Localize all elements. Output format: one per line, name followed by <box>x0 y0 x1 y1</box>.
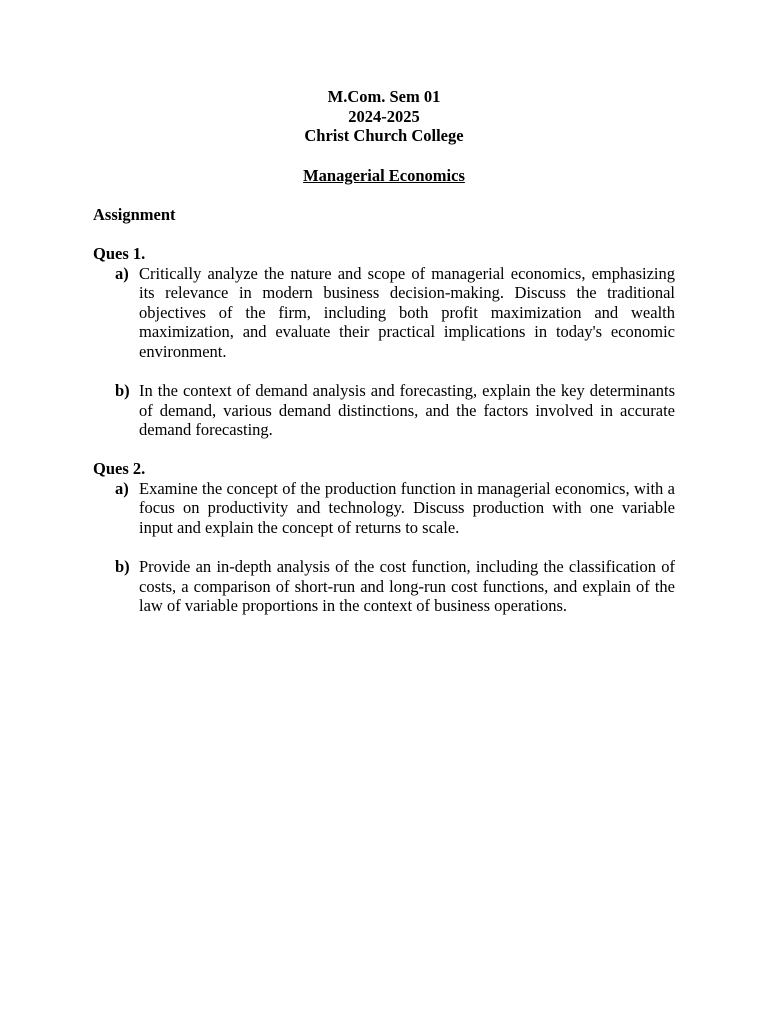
question-1-part-a <box>93 264 675 362</box>
item-text: In the context of demand analysis and forecasting, explain the key determinants of demand, various demand distinctions, and the factors involved in accurate demand forecasting. <box>139 381 675 440</box>
subject-heading <box>0 166 768 186</box>
item-marker: b) <box>115 381 130 401</box>
assignment-label: Assignment <box>93 205 176 224</box>
subject-title: Managerial Economics <box>303 166 465 185</box>
item-marker: a) <box>115 478 129 498</box>
question-label: Ques 1. <box>93 244 146 263</box>
item-marker: b) <box>115 556 130 576</box>
item-text: Provide an in-depth analysis of the cost function, including the classification of costs, a comparison of short-run and long-run cost functions, and explain of the law of variable proportions in the context of business operations. <box>139 556 675 616</box>
question-2 <box>93 459 675 616</box>
question-1-part-b <box>93 381 675 440</box>
item-text: Examine the concept of the production function in managerial economics, with a focus on productivity and technology. Discuss production with one variable input and explain the concept of returns to scale. <box>139 478 675 537</box>
question-2-part-a <box>93 479 675 538</box>
question-2-part-b <box>93 557 675 616</box>
document-header <box>0 87 768 146</box>
question-label: Ques 2. <box>93 459 146 478</box>
item-text: Critically analyze the nature and scope of managerial economics, emphasizing its relevance in modern business decision-making. Discuss the traditional objectives of the firm, including both profit maximization and wealth maximization, and evaluate their practical implications in today's economic environment. <box>139 263 675 361</box>
academic-year: 2024-2025 <box>348 106 420 126</box>
college-name: Christ Church College <box>304 126 464 146</box>
question-1 <box>93 244 675 440</box>
item-marker: a) <box>115 263 129 283</box>
course-title: M.Com. Sem 01 <box>327 87 441 106</box>
